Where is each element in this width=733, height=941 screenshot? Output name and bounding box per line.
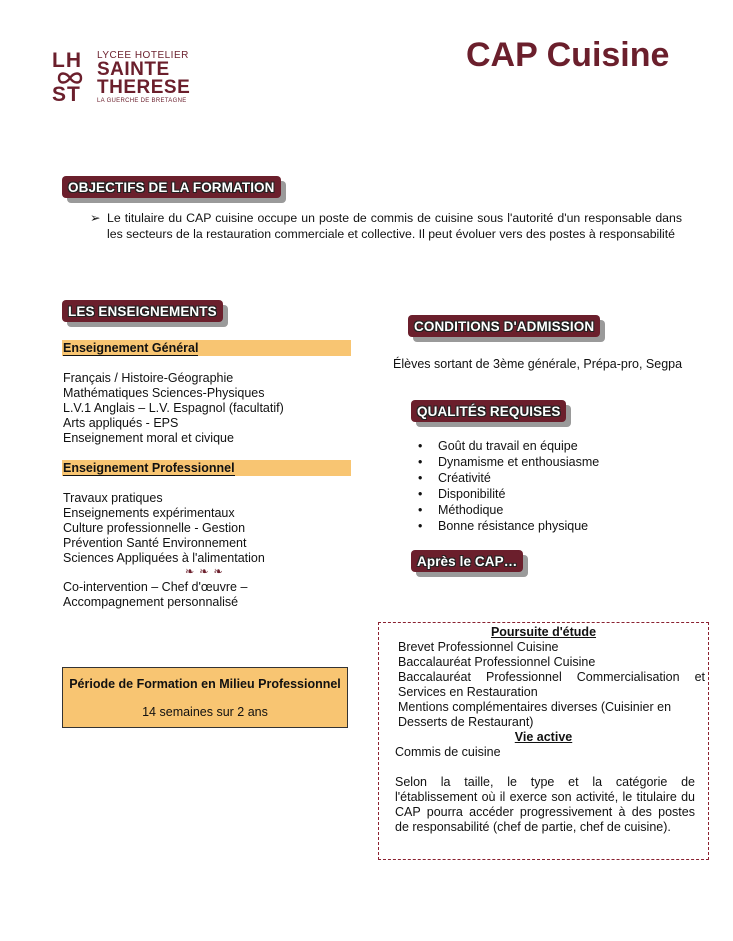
list-item: Travaux pratiques	[63, 491, 163, 505]
list-item: Baccalauréat Professionnel Cuisine	[398, 655, 596, 669]
list-item: Baccalauréat Professionnel Commercialisation et Services en Restauration	[398, 670, 705, 699]
header-objectifs: OBJECTIFS DE LA FORMATION	[62, 176, 281, 198]
admission-text: Élèves sortant de 3ème générale, Prépa-pro, Segpa	[393, 357, 683, 371]
header-enseignements: LES ENSEIGNEMENTS	[62, 300, 223, 322]
professionnel-list	[63, 491, 265, 566]
subheader-general	[62, 340, 351, 356]
list-item: Arts appliqués - EPS	[63, 416, 179, 430]
header-qualites: QUALITÉS REQUISES	[411, 400, 566, 422]
general-list	[63, 371, 284, 446]
subheader-professionnel-label: Enseignement Professionnel	[63, 461, 235, 475]
poursuite-title: Poursuite d'étude	[490, 625, 597, 639]
list-item: • Goût du travail en équipe	[418, 438, 599, 454]
list-item: • Dynamisme et enthousiasme	[418, 454, 599, 470]
page-title: CAP Cuisine	[466, 36, 670, 74]
objectifs-text	[90, 210, 682, 242]
vie-active-title: Vie active	[514, 730, 573, 744]
list-item: Culture professionnelle - Gestion	[63, 521, 246, 535]
list-item: • Créativité	[418, 470, 599, 486]
list-item: L.V.1 Anglais – L.V. Espagnol (facultatif)	[63, 401, 284, 415]
arrow-bullet-icon: ➢	[90, 211, 101, 225]
list-item: Accompagnement personnalisé	[63, 595, 239, 609]
logo-mark-bottom: ST	[52, 83, 81, 106]
list-item: Enseignements expérimentaux	[63, 506, 235, 520]
list-item: • Disponibilité	[418, 486, 599, 502]
list-item: Prévention Santé Environnement	[63, 536, 247, 550]
header-admission: CONDITIONS D'ADMISSION	[408, 315, 600, 337]
vie-active-job: Commis de cuisine	[395, 745, 501, 759]
subheader-professionnel	[62, 460, 351, 476]
pfmp-duration: 14 semaines sur 2 ans	[142, 705, 268, 719]
list-item: Enseignement moral et civique	[63, 431, 234, 445]
subheader-general-label: Enseignement Général	[63, 341, 199, 355]
pfmp-title: Période de Formation en Milieu Professionnel	[69, 677, 341, 691]
list-item: • Méthodique	[418, 502, 599, 518]
logo-lycee: LYCEE HOTELIER	[97, 50, 189, 61]
professionnel-extra	[63, 580, 247, 610]
list-item: Sciences Appliquées à l'alimentation	[63, 551, 265, 565]
list-item: Mathématiques Sciences-Physiques	[63, 386, 265, 400]
logo-name-line2: THERESE	[97, 77, 191, 98]
list-item: Français / Histoire-Géographie	[63, 371, 234, 385]
objectifs-paragraph: Le titulaire du CAP cuisine occupe un poste de commis de cuisine sous l'autorité d'un responsable dans les secteurs de la restauration commerciale et collective. Il peut évoluer vers des postes à responsabilité	[107, 211, 682, 241]
logo-name-line1: SAINTE	[97, 59, 170, 80]
qualites-list	[418, 438, 599, 534]
apres-box	[378, 622, 709, 860]
header-apres: Après le CAP…	[411, 550, 523, 572]
pfmp-box	[62, 667, 348, 728]
logo-text	[97, 50, 207, 105]
ornament-icon: ❧ ❧ ❧	[185, 566, 224, 578]
poursuite-list	[379, 640, 708, 730]
list-item: Co-intervention – Chef d'œuvre –	[63, 580, 248, 594]
vie-active-text: Selon la taille, le type et la catégorie de l'établissement où il exerce son activité, le titulaire du CAP pourra accéder progressivement à des postes de responsabilité (chef de partie, chef de cuisine).	[395, 775, 695, 834]
list-item: Mentions complémentaires diverses (Cuisinier en Desserts de Restaurant)	[398, 700, 672, 729]
logo-mark	[52, 50, 88, 106]
logo-mark-top: LH	[52, 49, 82, 72]
list-item: Brevet Professionnel Cuisine	[398, 640, 559, 654]
logo-town: LA GUERCHE DE BRETAGNE	[97, 98, 187, 104]
list-item: • Bonne résistance physique	[418, 518, 599, 534]
